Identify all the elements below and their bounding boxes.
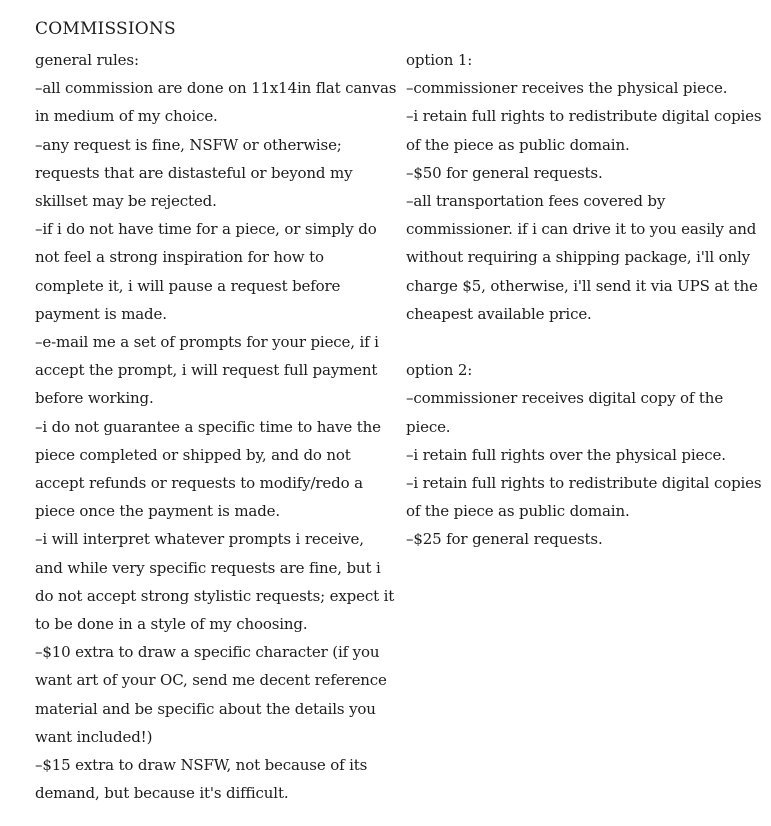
options-section <box>406 46 762 554</box>
rule-line: payment is made. <box>35 304 167 323</box>
rule-line: –$15 extra to draw NSFW, not because of its <box>35 756 368 775</box>
rule-line: complete it, i will pause a request before <box>35 276 341 295</box>
rule-line: want included!) <box>35 727 153 746</box>
option-2-heading: option 2: <box>406 361 473 380</box>
option-1-line: cheapest available price. <box>406 304 592 323</box>
general-rules-section <box>35 46 397 807</box>
rule-line: do not accept strong stylistic requests; expect it <box>35 586 395 605</box>
rule-line: –e-mail me a set of prompts for your piece, if i <box>35 333 379 352</box>
option-2-line: –i retain full rights over the physical piece. <box>406 445 726 464</box>
rule-line: –$10 extra to draw a specific character (if you <box>35 643 380 662</box>
rule-line: before working. <box>35 389 154 408</box>
rule-line: –any request is fine, NSFW or otherwise; <box>35 135 342 154</box>
option-1-line: –i retain full rights to redistribute digital copies <box>406 107 762 126</box>
option-2-line: –$25 for general requests. <box>406 530 603 549</box>
general-rules-heading: general rules: <box>35 51 139 69</box>
option-1-line: –commissioner receives the physical piece. <box>406 79 728 98</box>
option-1-line: –$50 for general requests. <box>406 163 603 182</box>
rule-line: piece once the payment is made. <box>35 502 280 521</box>
rule-line: material and be specific about the details you <box>35 699 376 718</box>
option-1-line: commissioner. if i can drive it to you easily and <box>406 220 757 239</box>
option-2-line: –commissioner receives digital copy of the <box>406 389 724 408</box>
section-spacer <box>406 328 746 356</box>
rule-line: –if i do not have time for a piece, or simply do <box>35 220 377 239</box>
option-2-line: of the piece as public domain. <box>406 502 630 521</box>
rule-line: want art of your OC, send me decent reference <box>35 671 387 690</box>
rule-line: not feel a strong inspiration for how to <box>35 248 324 267</box>
rule-line: demand, but because it's difficult. <box>35 784 289 803</box>
rule-line: –i will interpret whatever prompts i receive, <box>35 530 364 549</box>
rule-line: accept refunds or requests to modify/redo a <box>35 474 363 493</box>
rule-line: piece completed or shipped by, and do not <box>35 445 351 464</box>
rule-line: –i do not guarantee a specific time to have the <box>35 417 381 436</box>
option-1-line: without requiring a shipping package, i'll only <box>406 248 751 267</box>
option-1-line: of the piece as public domain. <box>406 135 630 154</box>
rule-line: skillset may be rejected. <box>35 192 217 211</box>
page-title: COMMISSIONS <box>35 19 176 39</box>
option-2-line: piece. <box>406 417 451 436</box>
rule-line: requests that are distasteful or beyond my <box>35 163 353 182</box>
rule-line: and while very specific requests are fine, but i <box>35 558 381 577</box>
rule-line: in medium of my choice. <box>35 107 218 126</box>
rule-line: –all commission are done on 11x14in flat canvas <box>35 79 397 98</box>
option-2-line: –i retain full rights to redistribute digital copies <box>406 474 762 493</box>
option-1-line: –all transportation fees covered by <box>406 192 666 211</box>
rule-line: accept the prompt, i will request full payment <box>35 361 378 380</box>
option-1-line: charge $5, otherwise, i'll send it via UPS at the <box>406 276 758 295</box>
option-1-heading: option 1: <box>406 51 473 69</box>
rule-line: to be done in a style of my choosing. <box>35 615 308 634</box>
